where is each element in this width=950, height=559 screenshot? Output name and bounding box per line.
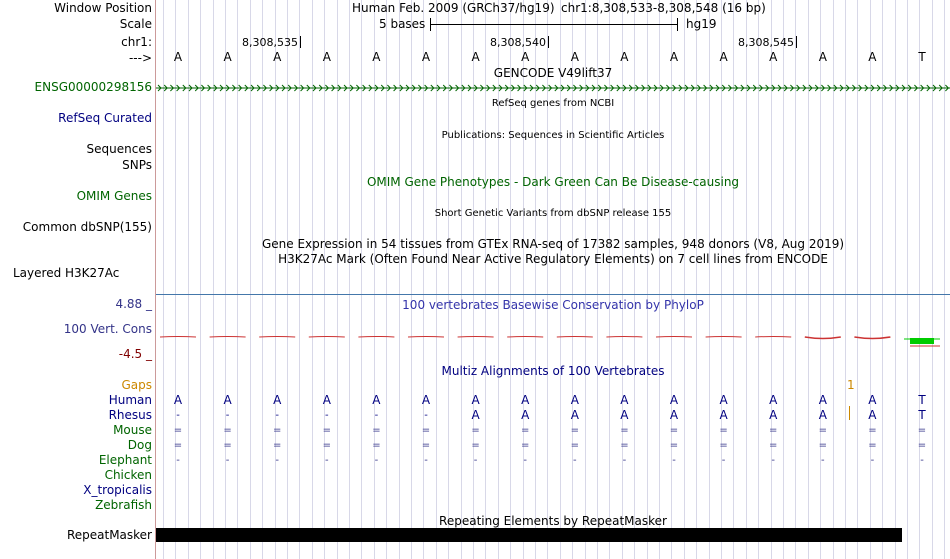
- conservation-mark: [507, 337, 543, 338]
- gene-model-svg: [156, 80, 950, 95]
- base-letter: A: [818, 50, 827, 64]
- track-image-area[interactable]: [156, 0, 950, 559]
- dbsnp-track-title: Short Genetic Variants from dbSNP release 155: [434, 208, 672, 219]
- alignment-base: -: [820, 455, 825, 466]
- base-letter: A: [471, 50, 480, 64]
- ruler-tick: [796, 36, 797, 48]
- scale-label: Scale: [119, 17, 152, 31]
- species-label[interactable]: Mouse: [113, 423, 152, 437]
- conservation-mark: [805, 337, 841, 339]
- cons-axis-bottom: -4.5 _: [118, 347, 152, 361]
- alignment-base: =: [223, 440, 232, 451]
- alignment-base: A: [868, 408, 877, 422]
- conservation-mark: [458, 337, 494, 338]
- species-label[interactable]: Elephant: [98, 453, 152, 467]
- alignment-base: A: [570, 393, 579, 407]
- alignment-base: A: [620, 408, 629, 422]
- alignment-base: A: [173, 393, 183, 407]
- omim-track-title: OMIM Gene Phenotypes - Dark Green Can Be Disease-causing: [366, 175, 740, 189]
- alignment-base: A: [223, 393, 232, 407]
- track-label-refseq[interactable]: RefSeq Curated: [58, 111, 152, 125]
- species-label[interactable]: X_tropicalis: [83, 483, 152, 497]
- gene-model-ensg[interactable]: [156, 80, 950, 95]
- conservation-mark: [656, 337, 692, 338]
- alignment-base: -: [374, 455, 379, 466]
- phylop-track-title: 100 vertebrates Basewise Conservation by PhyloP: [402, 298, 704, 312]
- assembly-title: Human Feb. 2009 (GRCh37/hg19): [352, 1, 555, 15]
- track-label-dbsnp[interactable]: Common dbSNP(155): [22, 220, 152, 234]
- base-letter: A: [719, 50, 728, 64]
- ruler-tick: [548, 36, 549, 48]
- alignment-base: =: [223, 425, 232, 436]
- conservation-mark: [854, 337, 890, 339]
- ruler-tick: [300, 36, 301, 48]
- alignment-base: -: [176, 455, 180, 466]
- base-letter: A: [173, 50, 183, 64]
- alignment-base: A: [769, 408, 778, 422]
- alignment-base: A: [769, 393, 778, 407]
- track-label-pane: [0, 0, 156, 559]
- track-label-repeatmasker[interactable]: RepeatMasker: [66, 528, 152, 542]
- species-label[interactable]: Rhesus: [108, 408, 152, 422]
- alignment-base: =: [322, 440, 331, 451]
- scale-bar: [430, 24, 678, 25]
- alignment-base: =: [917, 440, 927, 451]
- conservation-mark: [309, 337, 345, 338]
- base-letter: A: [421, 50, 431, 64]
- conservation-mark: [755, 337, 791, 338]
- alignment-base: =: [471, 440, 480, 451]
- alignment-base: =: [818, 425, 827, 436]
- conservation-top-line: [156, 294, 950, 295]
- alignment-base: A: [322, 393, 331, 407]
- alignment-base: A: [719, 408, 728, 422]
- species-label[interactable]: Chicken: [104, 468, 152, 482]
- conservation-mark: [358, 337, 394, 338]
- alignment-base: =: [173, 425, 183, 436]
- alignment-base: A: [471, 393, 480, 407]
- alignment-base: -: [920, 455, 924, 466]
- alignment-base: -: [176, 410, 180, 421]
- conservation-marks: [160, 337, 940, 347]
- alignment-base: =: [917, 425, 927, 436]
- repeatmasker-element[interactable]: [156, 528, 902, 542]
- repeatmasker-track-title: Repeating Elements by RepeatMasker: [439, 514, 667, 528]
- track-label-100vert-cons[interactable]: 100 Vert. Cons: [63, 322, 152, 336]
- refseq-track-title: RefSeq genes from NCBI: [491, 98, 615, 109]
- alignment-base: T: [918, 408, 926, 422]
- cons-axis-top: 4.88 _: [115, 297, 152, 311]
- alignment-base: -: [324, 455, 329, 466]
- base-letter: A: [223, 50, 232, 64]
- ruler-tick-label: 8,308,535: [242, 36, 298, 49]
- scale-bar-right-tick: [677, 18, 678, 31]
- alignment-base: =: [768, 425, 778, 436]
- alignment-base: T: [918, 393, 926, 407]
- gap-insertion-marker: [849, 406, 850, 420]
- scale-bar-db: hg19: [686, 17, 717, 31]
- alignment-base: =: [272, 440, 282, 451]
- alignment-base: -: [275, 455, 279, 466]
- alignment-base: =: [570, 425, 579, 436]
- ruler-tick-label: 8,308,540: [490, 36, 546, 49]
- alignment-base: =: [372, 425, 381, 436]
- conservation-mark: [557, 337, 593, 338]
- conservation-mark: [259, 337, 295, 338]
- alignment-base: =: [719, 425, 728, 436]
- conservation-mark: [706, 337, 742, 338]
- alignment-base: A: [719, 393, 728, 407]
- alignment-base: A: [669, 393, 679, 407]
- alignment-base: A: [372, 393, 381, 407]
- alignment-base: A: [570, 408, 579, 422]
- position-title: chr1:8,308,533-8,308,548 (16 bp): [561, 1, 766, 15]
- alignment-base: -: [870, 455, 875, 466]
- alignment-base: =: [272, 425, 282, 436]
- alignment-base: -: [672, 455, 676, 466]
- alignment-base: =: [669, 425, 679, 436]
- alignment-base: A: [421, 393, 431, 407]
- scale-bar-label: 5 bases: [379, 17, 426, 31]
- alignment-base: =: [421, 425, 431, 436]
- base-letter: A: [322, 50, 331, 64]
- base-letter: A: [372, 50, 381, 64]
- alignment-base: A: [669, 408, 679, 422]
- alignment-base: =: [570, 440, 579, 451]
- base-letter: A: [769, 50, 778, 64]
- alignment-base: -: [225, 455, 230, 466]
- alignment-base: =: [520, 425, 530, 436]
- strand-arrow-label: --->: [128, 51, 152, 65]
- conservation-svg: [156, 306, 950, 358]
- alignment-base: A: [471, 408, 480, 422]
- h3k27ac-track-title: H3K27Ac Mark (Often Found Near Active Regulatory Elements) on 7 cell lines from ENCODE: [278, 252, 828, 266]
- track-label-h3k27ac[interactable]: Layered H3K27Ac: [13, 266, 120, 280]
- alignment-base: =: [768, 440, 778, 451]
- conservation-mark: [606, 337, 642, 338]
- ruler-tick-label: 8,308,545: [738, 36, 794, 49]
- species-label[interactable]: Human: [108, 393, 152, 407]
- alignment-base: -: [771, 455, 775, 466]
- alignment-base: -: [473, 455, 478, 466]
- base-letter: A: [669, 50, 679, 64]
- track-label-omim[interactable]: OMIM Genes: [76, 189, 152, 203]
- gencode-track-title: GENCODE V49lift37: [493, 66, 613, 80]
- species-label[interactable]: Dog: [127, 438, 152, 452]
- alignment-base: A: [521, 393, 530, 407]
- alignment-base: =: [818, 440, 827, 451]
- base-letter: A: [868, 50, 877, 64]
- alignment-base: -: [721, 455, 726, 466]
- alignment-base: -: [225, 410, 230, 421]
- track-label-gaps[interactable]: Gaps: [121, 378, 152, 392]
- alignment-base: -: [424, 455, 428, 466]
- track-label-sequences[interactable]: Sequences: [86, 142, 152, 156]
- alignment-base: A: [273, 393, 282, 407]
- alignment-base: -: [572, 455, 577, 466]
- alignment-base: =: [471, 425, 480, 436]
- alignment-base: A: [868, 393, 877, 407]
- alignment-base: A: [818, 408, 827, 422]
- alignment-base: A: [620, 393, 629, 407]
- alignment-base: A: [521, 408, 530, 422]
- scale-bar-left-tick: [430, 18, 431, 31]
- conservation-mark: [210, 337, 246, 338]
- alignment-base: -: [622, 455, 627, 466]
- track-label-ensg[interactable]: ENSG00000298156: [34, 80, 152, 94]
- alignment-base: =: [173, 440, 183, 451]
- window-position-label: Window Position: [54, 1, 152, 15]
- chrom-label: chr1:: [121, 35, 152, 49]
- alignment-base: A: [818, 393, 827, 407]
- species-label[interactable]: Zebrafish: [95, 498, 152, 512]
- alignment-base: =: [372, 440, 381, 451]
- alignment-base: -: [275, 410, 279, 421]
- alignment-base: =: [421, 440, 431, 451]
- conservation-mark: [160, 337, 196, 338]
- gaps-mark: 1: [847, 378, 855, 392]
- base-letter: T: [918, 50, 926, 64]
- conservation-plot[interactable]: [156, 306, 950, 358]
- base-letter: A: [521, 50, 530, 64]
- alignment-base: -: [324, 410, 329, 421]
- alignment-base: =: [620, 425, 629, 436]
- alignment-base: =: [868, 440, 877, 451]
- publications-track-title: Publications: Sequences in Scientific Articles: [441, 130, 665, 141]
- alignment-base: =: [620, 440, 629, 451]
- base-letter: A: [570, 50, 579, 64]
- alignment-base: -: [523, 455, 527, 466]
- alignment-base: =: [868, 425, 877, 436]
- multiz-track-title: Multiz Alignments of 100 Vertebrates: [441, 364, 665, 378]
- alignment-base: =: [719, 440, 728, 451]
- alignment-base: =: [520, 440, 530, 451]
- alignment-base: -: [424, 410, 428, 421]
- conservation-mark: [408, 337, 444, 338]
- gtex-track-title: Gene Expression in 54 tissues from GTEx RNA-seq of 17382 samples, 948 donors (V8, Aug 2019): [261, 237, 845, 251]
- alignment-base: =: [669, 440, 679, 451]
- base-letter: A: [273, 50, 282, 64]
- alignment-base: -: [374, 410, 379, 421]
- base-letter: A: [620, 50, 629, 64]
- track-label-snps[interactable]: SNPs: [122, 158, 152, 172]
- alignment-base: =: [322, 425, 331, 436]
